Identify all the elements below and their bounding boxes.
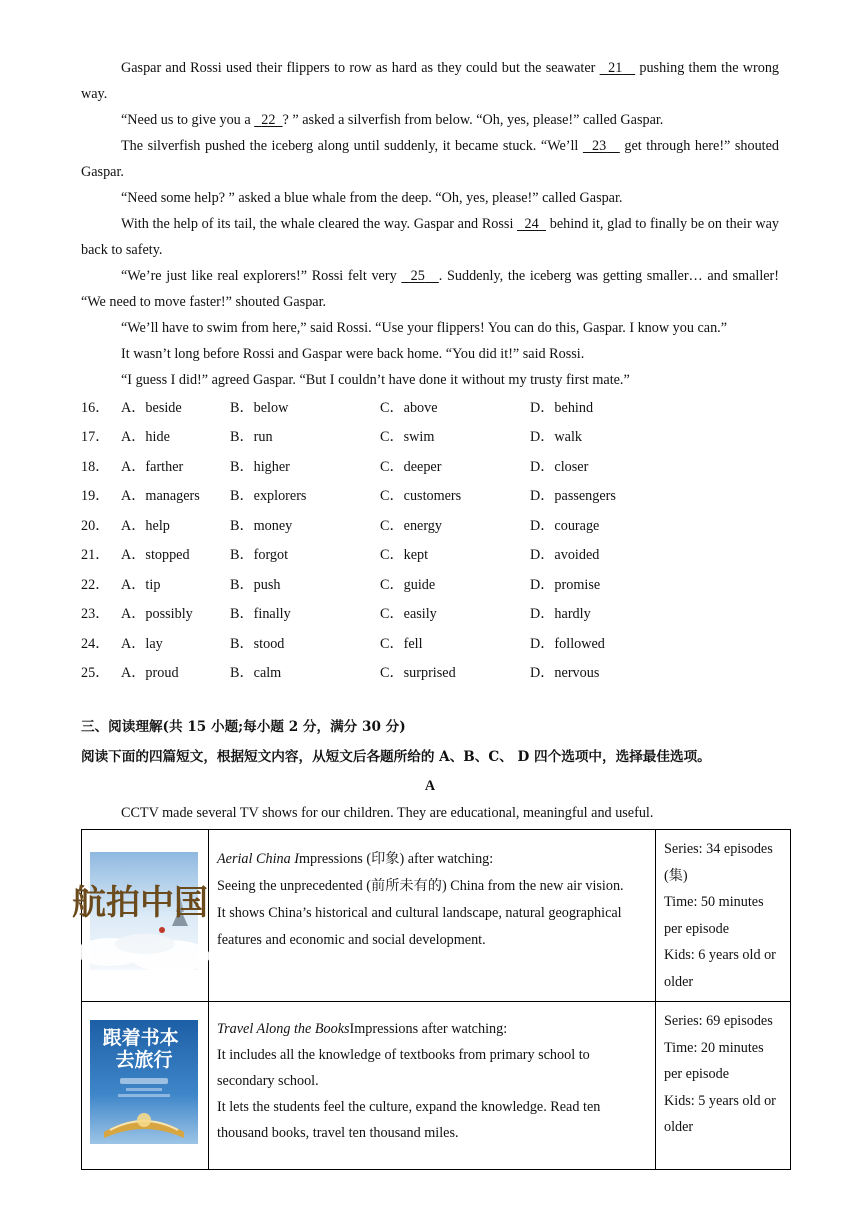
option-a[interactable]: A．help <box>121 518 170 534</box>
passage-paragraph-4: “Need some help? ” asked a blue whale from the deep. “Oh, yes, please!” called Gaspar. <box>121 190 623 206</box>
tv-shows-table <box>72 829 791 1170</box>
section-heading: 三、阅读理解(共 15 小题;每小题 2 分，满分 30 分) <box>81 719 406 735</box>
intro-paragraph: CCTV made several TV shows for our children. They are educational, meaningful and useful. <box>121 805 654 821</box>
passage-paragraph-8: It wasn’t long before Rossi and Gaspar were back home. “You did it!” said Rossi. <box>121 346 585 362</box>
option-d[interactable]: D．passengers <box>530 488 616 504</box>
option-b[interactable]: B．below <box>230 400 289 416</box>
option-b[interactable]: B．finally <box>230 606 291 622</box>
blank-24: 24 <box>524 216 539 232</box>
option-c[interactable]: C．above <box>380 400 438 416</box>
option-c[interactable]: C．swim <box>380 429 435 445</box>
aerial-china-poster-image <box>72 852 208 970</box>
show-title: Aerial China I <box>217 851 299 867</box>
question-24-options <box>81 633 781 655</box>
blank-21: 21 <box>608 60 623 76</box>
question-16-options <box>81 397 781 419</box>
option-a[interactable]: A．proud <box>121 665 179 681</box>
show-title: Travel Along the Books <box>217 1021 350 1037</box>
table-row <box>82 1002 791 1170</box>
show-description-cell <box>209 1002 656 1170</box>
poster-title-line-1: 跟着书本 <box>102 1027 179 1049</box>
blank-22: 22 <box>261 112 276 128</box>
show-series: Series: 34 episodes (集) <box>664 841 773 884</box>
show-kids: Kids: 5 years old or older <box>664 1092 776 1135</box>
option-b[interactable]: B．forgot <box>230 547 289 563</box>
option-a[interactable]: A．managers <box>121 488 200 504</box>
show-line-2: It lets the students feel the culture, expand the knowledge. Read ten thousand books, travel ten thousand miles. <box>217 1099 601 1141</box>
section-instruction: 阅读下面的四篇短文，根据短文内容，从短文后各题所给的 A、B、C、 D 四个选项中，选择最佳选项。 <box>81 749 711 765</box>
question-23-options <box>81 603 781 625</box>
question-18-options <box>81 456 781 478</box>
question-25-options <box>81 662 781 684</box>
passage-paragraph-5: With the help of its tail, the whale cleared the way. Gaspar and Rossi 24 behind it, glad to finally be on their way back to safety. <box>81 216 780 258</box>
passage-paragraph-1: Gaspar and Rossi used their flippers to row as hard as they could but the seawater 21 pushing them the wrong way. <box>81 60 780 102</box>
poster-title-text: 航拍中国 <box>72 883 208 923</box>
show-line-1: It includes all the knowledge of textbooks from primary school to secondary school. <box>217 1047 590 1089</box>
passage-paragraph-7: “We’ll have to swim from here,” said Rossi. “Use your flippers! You can do this, Gaspar. I know you can.” <box>121 320 728 336</box>
show-line-2: It shows China’s historical and cultural landscape, natural geographical features and economic and social development. <box>217 905 622 948</box>
option-a[interactable]: A．farther <box>121 459 184 475</box>
question-22-options <box>81 574 781 596</box>
blank-25: 25 <box>410 268 425 284</box>
option-d[interactable]: D．behind <box>530 400 594 416</box>
option-c[interactable]: C．guide <box>380 577 436 593</box>
show-line-1: Seeing the unprecedented (前所未有的) China from the new air vision. <box>217 878 624 894</box>
option-d[interactable]: D．courage <box>530 518 600 534</box>
question-number: 21． <box>81 547 110 563</box>
show-description-cell <box>209 830 656 1002</box>
show-meta-cell <box>656 830 791 1002</box>
option-a[interactable]: A．possibly <box>121 606 193 622</box>
option-a[interactable]: A．stopped <box>121 547 190 563</box>
option-d[interactable]: D．closer <box>530 459 589 475</box>
option-d[interactable]: D．hardly <box>530 606 591 622</box>
question-17-options <box>81 426 781 448</box>
question-21-options <box>81 544 781 566</box>
show-impressions: Travel Along the BooksImpressions after watching: <box>217 1021 508 1037</box>
option-c[interactable]: C．customers <box>380 488 462 504</box>
option-b[interactable]: B．explorers <box>230 488 307 504</box>
show-meta-cell <box>656 1002 791 1170</box>
show-time: Time: 50 minutes per episode <box>664 894 764 937</box>
option-c[interactable]: C．easily <box>380 606 437 622</box>
option-d[interactable]: D．nervous <box>530 665 600 681</box>
poster-cell <box>82 1002 209 1170</box>
question-20-options <box>81 515 781 537</box>
question-number: 22． <box>81 577 110 593</box>
question-number: 18． <box>81 459 110 475</box>
option-b[interactable]: B．stood <box>230 636 285 652</box>
passage-paragraph-3: The silverfish pushed the iceberg along until suddenly, it became stuck. “We’ll 23 get through here!” shouted Gaspar. <box>81 138 780 180</box>
option-a[interactable]: A．hide <box>121 429 170 445</box>
option-b[interactable]: B．money <box>230 518 293 534</box>
option-b[interactable]: B．push <box>230 577 281 593</box>
question-19-options <box>81 485 781 507</box>
option-c[interactable]: C．deeper <box>380 459 442 475</box>
table-row <box>82 830 791 1002</box>
option-b[interactable]: B．run <box>230 429 273 445</box>
option-a[interactable]: A．beside <box>121 400 182 416</box>
passage-paragraph-2: “Need us to give you a 22 ? ” asked a silverfish from below. “Oh, yes, please!” called Gaspar. <box>121 112 664 128</box>
show-impressions: Aerial China Impressions (印象) after watching: <box>217 851 494 867</box>
question-number: 17． <box>81 429 110 445</box>
option-c[interactable]: C．surprised <box>380 665 456 681</box>
option-c[interactable]: C．kept <box>380 547 429 563</box>
option-a[interactable]: A．tip <box>121 577 161 593</box>
option-b[interactable]: B．calm <box>230 665 282 681</box>
question-number: 24． <box>81 636 110 652</box>
part-label: A <box>424 778 436 794</box>
passage-paragraph-6: “We’re just like real explorers!” Rossi felt very 25 . Suddenly, the iceberg was getting smaller… and smaller! “We need to move faster!” shouted Gaspar. <box>81 268 780 310</box>
option-d[interactable]: D．followed <box>530 636 605 652</box>
travel-books-poster-image <box>90 1020 198 1144</box>
option-d[interactable]: D．promise <box>530 577 601 593</box>
option-a[interactable]: A．lay <box>121 636 163 652</box>
option-d[interactable]: D．walk <box>530 429 583 445</box>
question-number: 23． <box>81 606 110 622</box>
option-c[interactable]: C．fell <box>380 636 423 652</box>
option-d[interactable]: D．avoided <box>530 547 600 563</box>
passage-paragraph-9: “I guess I did!” agreed Gaspar. “But I couldn’t have done it without my trusty first mate.” <box>121 372 630 388</box>
option-b[interactable]: B．higher <box>230 459 290 475</box>
option-c[interactable]: C．energy <box>380 518 442 534</box>
question-number: 20． <box>81 518 110 534</box>
blank-23: 23 <box>592 138 607 154</box>
question-number: 16． <box>81 400 110 416</box>
question-number: 19． <box>81 488 110 504</box>
poster-title-line-2: 去旅行 <box>115 1049 173 1071</box>
show-series: Series: 69 episodes <box>664 1013 773 1029</box>
show-time: Time: 20 minutes per episode <box>664 1039 764 1082</box>
poster-cell <box>72 830 209 1002</box>
question-number: 25． <box>81 665 110 681</box>
show-kids: Kids: 6 years old or older <box>664 947 776 990</box>
